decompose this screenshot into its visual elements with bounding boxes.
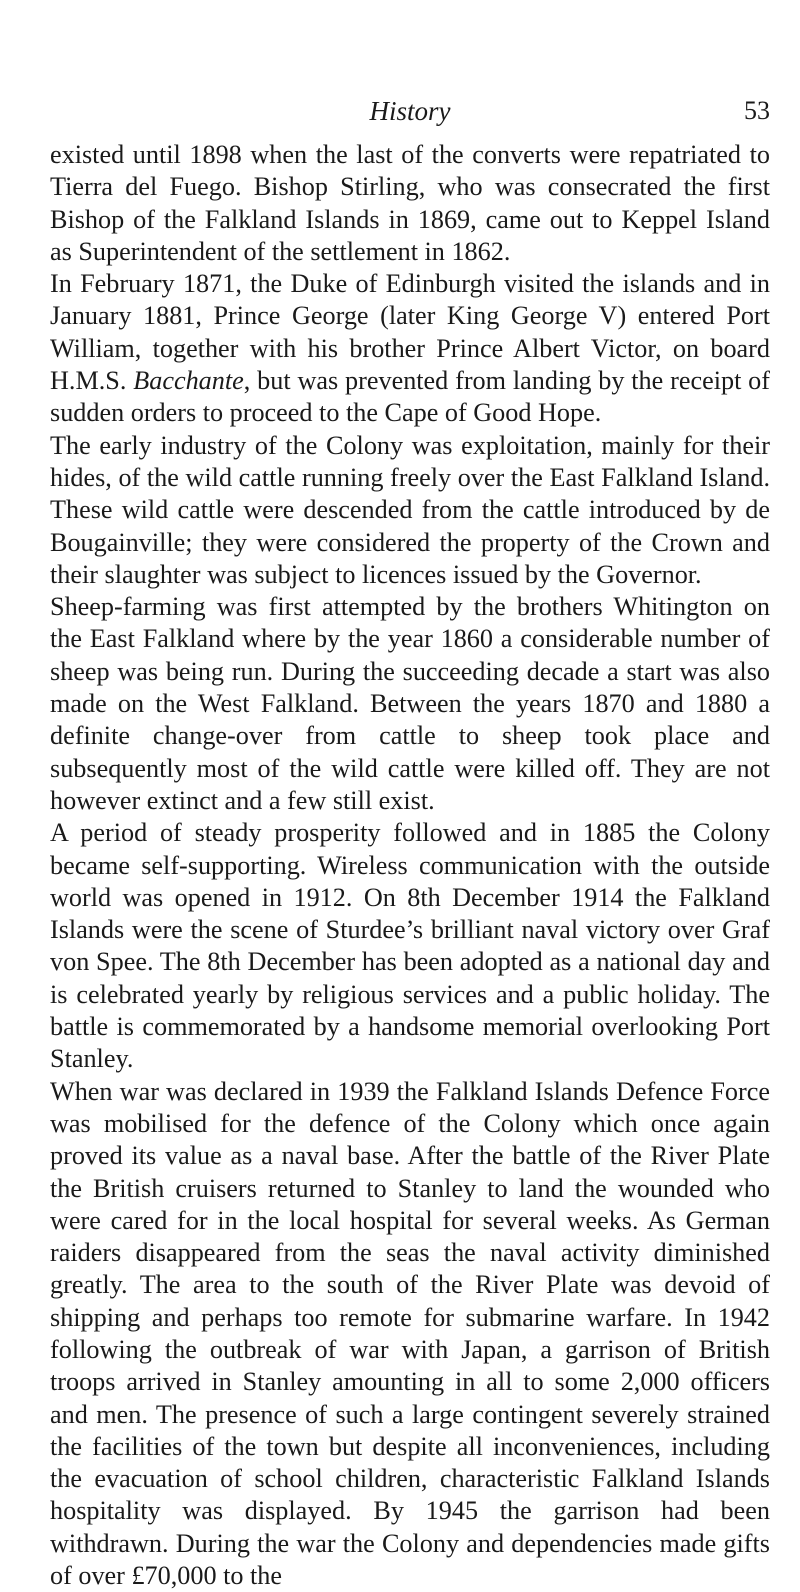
paragraph-3: The early industry of the Colony was exploitation, mainly for their hides, of the wild cattle running freely over the East Falkland Island. These wild cattle were descended from the cattle introduced by de Bougainville; they were considered the property of the Crown and their slaughter was subject to licences issued by the Governor.	[50, 430, 770, 589]
paragraph-6: When war was declared in 1939 the Falkland Islands Defence Force was mobilised for the defence of the Colony which once again proved its value as a naval base. After the battle of the River Plate the British cruisers returned to Stanley to land the wounded who were cared for in the local hospital for several weeks. As German raiders disappeared from the seas the naval activity diminished greatly. The area to the south of the River Plate was devoid of shipping and perhaps too remote for submarine warfare. In 1942 following the outbreak of war with Japan, a garrison of British troops arrived in Stanley amounting in all to some 2,000 officers and men. The presence of such a large contingent severely strained the facilities of the town but despite all inconveniences, including the evacuation of school children, characteristic Falkland Islands hospitality was displayed. By 1945 the garrison had been withdrawn. During the war the Colony and dependencies made gifts of over £70,000 to the	[50, 1076, 770, 1591]
running-title: History	[369, 96, 451, 126]
paragraph-4: Sheep-farming was first attempted by the brothers Whitington on the East Falkland where by the year 1860 a considerable number of sheep was being run. During the succeeding decade a start was also made on the West Falkland. Between the years 1870 and 1880 a definite change-over from cattle to sheep took place and subsequently most of the wild cattle were killed off. They are not however extinct and a few still exist.	[50, 592, 770, 815]
body-text	[50, 139, 770, 1592]
running-header	[50, 96, 770, 132]
paragraph-1: existed until 1898 when the last of the converts were repatriated to Tierra del Fuego. Bishop Stirling, who was consecrated the first Bishop of the Falkland Islands in 1869, came out to Keppel Island as Superintendent of the settlement in 1862.	[50, 140, 770, 266]
paragraph-5: A period of steady prosperity followed and in 1885 the Colony became self-supporting. Wireless communication with the outside world was opened in 1912. On 8th December 1914 the Falkland Islands were the scene of Sturdee’s brilliant naval victory over Graf von Spee. The 8th December has been adopted as a national day and is celebrated yearly by religious services and a public holiday. The battle is commemorated by a handsome memorial overlooking Port Stanley.	[50, 818, 770, 1074]
ship-name: Bacchante	[133, 366, 244, 396]
paragraph-2: In February 1871, the Duke of Edinburgh visited the islands and in January 1881, Prince George (later King George V) entered Port William, together with his brother Prince Albert Victor, on board H.M.S. Bacchante, but was prevented from landing by the receipt of sudden orders to proceed to the Cape of Good Hope.	[50, 269, 770, 428]
page-number: 53	[744, 96, 770, 125]
